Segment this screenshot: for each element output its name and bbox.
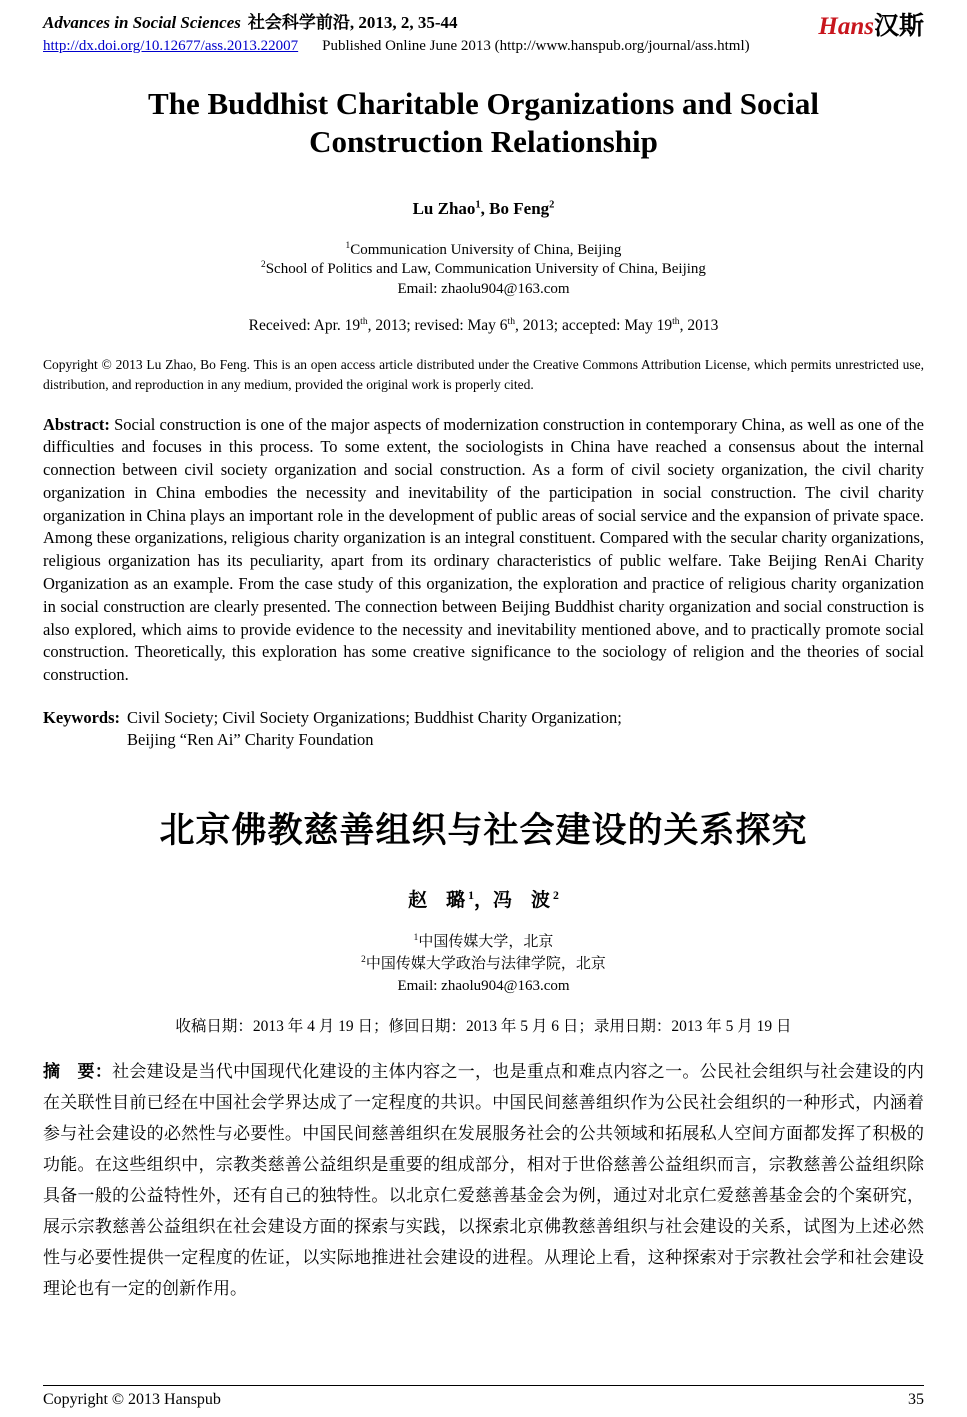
affiliation-2 xyxy=(43,260,924,280)
abstract-english xyxy=(43,414,924,687)
received-text-part: , 2013 xyxy=(679,317,719,335)
cn-affiliation-1-text: 中国传媒大学，北京 xyxy=(418,934,554,951)
ordinal-suffix: th xyxy=(507,315,516,327)
cn-abstract-label: 摘 要： xyxy=(43,1061,113,1081)
copyright-notice: Copyright © 2013 Lu Zhao, Bo Feng. This is an open access article distributed under the Creative Commons Attribution License, which permits unrestricted use, distribution, and reproduction in any medium, provided the original work is properly cited. xyxy=(43,357,924,393)
published-online-info: Published Online June 2013 (http://www.hanspub.org/journal/ass.html) xyxy=(322,38,750,54)
received-text-part: , 2013; accepted: May 19 xyxy=(515,317,673,335)
received-text-part: Received: Apr. 19 xyxy=(248,317,361,335)
author-2-name: Bo Feng xyxy=(489,198,550,218)
page-number: 35 xyxy=(908,1391,924,1408)
keywords-block xyxy=(43,707,924,752)
cn-affiliation-2-text: 中国传媒大学政治与法律学院，北京 xyxy=(365,956,606,973)
affiliation-1 xyxy=(43,241,924,261)
footer-copyright: Copyright © 2013 Hanspub xyxy=(43,1391,221,1408)
cn-affiliation-1 xyxy=(43,932,924,954)
cn-abstract-text: 社会建设是当代中国现代化建设的主体内容之一，也是重点和难点内容之一。公民社会组织与社会建设的内在关联性目前已经在中国社会学界达成了一定程度的共识。中国民间慈善组织作为公民社会组织的一种形式，内涵着参与社会建设的必然性与必要性。中国民间慈善组织在发展服务社会的公共领域和拓展私人空间方面都发挥了积极的功能。在这些组织中，宗教类慈善公益组织是重要的组成部分，相对于世俗慈善公益组织而言，宗教慈善公益组织除具备一般的公益特性外，还有自己的独特性。以北京仁爱慈善基金会为例，通过对北京仁爱慈善基金会的个案研究，展示宗教慈善公益组织在社会建设方面的探索与实践，以探索北京佛教慈善组织与社会建设的关系，试图为上述必然性与必要性提供一定程度的佐证，以实际地推进社会建设的进程。从理论上看，这种探索对于宗教社会学和社会建设理论也有一定的创新作用。 xyxy=(43,1061,925,1298)
cn-affiliation-1-marker: 1 xyxy=(413,933,419,944)
ordinal-suffix: th xyxy=(360,315,368,327)
author-1-affiliation-marker: 1 xyxy=(475,198,481,210)
abstract-label: Abstract: xyxy=(43,414,115,434)
page-header xyxy=(43,8,924,55)
page-footer xyxy=(43,1385,924,1409)
affiliations-chinese xyxy=(43,932,924,997)
authors-line-english xyxy=(43,199,924,219)
article-title-english xyxy=(43,85,924,161)
hans-publisher-logo xyxy=(818,6,924,42)
email-line-chinese: Email: zhaolu904@163.com xyxy=(397,977,570,994)
abstract-chinese xyxy=(43,1056,924,1304)
journal-info xyxy=(43,8,750,55)
hans-logo-en: Hans xyxy=(818,13,874,40)
keywords-line2: Beijing “Ren Ai” Charity Foundation xyxy=(127,730,374,750)
received-text-part: , 2013; revised: May 6 xyxy=(367,317,508,335)
cn-author-2-name: 冯 波 xyxy=(493,890,551,912)
cn-affiliation-2 xyxy=(43,954,924,976)
affiliation-1-text: Communication University of China, Beijing xyxy=(350,241,622,258)
affiliation-2-marker: 2 xyxy=(261,260,266,271)
received-dates-english xyxy=(43,317,924,335)
keywords-label: Keywords: xyxy=(43,707,120,727)
authors-line-chinese xyxy=(43,885,924,912)
journal-title-line xyxy=(43,8,750,33)
article-title-line2: Construction Relationship xyxy=(309,123,658,159)
affiliation-1-marker: 1 xyxy=(345,240,351,251)
doi-line xyxy=(43,38,750,55)
article-title-line1: The Buddhist Charitable Organizations and Social xyxy=(148,86,819,121)
article-title-chinese: 北京佛教慈善组织与社会建设的关系探究 xyxy=(159,811,808,851)
doi-link[interactable]: http://dx.doi.org/10.12677/ass.2013.22007 xyxy=(43,38,299,54)
author-2-affiliation-marker: 2 xyxy=(549,198,555,210)
abstract-text: Social construction is one of the major aspects of modernization construction in contemporary China, as well as one of the difficulties and focuses in this process. To some extent, the sociologists in China have reached a consensus about the internal connection between civil society organization and social construction. As a form of civil society organization, the civil charity organization in China embodies the necessity and inevitability of the participation in social construction. The civil charity organization in China plays an important role in the development of public areas of social service and the expansion of private space. Among these organizations, religious charity organization is an integral constituent. Compared with the secular charity organizations, religious organization has its peculiarity, apart from its ordinary characteristics of public welfare. Take Beijing RenAi Charity Organization as an example. From the case study of this organization, the exploration and practice of religious charity organization in social construction are clearly presented. The connection between Beijing Buddhist charity organization and social construction is also explored, which aims to provide evidence to the necessity and inevitability mentioned above, and to practically promote social construction. Theoretically, this exploration has some creative significance to the sociology of religion and the theories of social construction. xyxy=(43,414,924,685)
email-line-english: Email: zhaolu904@163.com xyxy=(397,280,570,297)
hans-logo-cn: 汉斯 xyxy=(873,13,924,40)
cn-affiliation-2-marker: 2 xyxy=(361,955,366,966)
affiliation-2-text: School of Politics and Law, Communication University of China, Beijing xyxy=(265,261,706,278)
keywords-line1: Civil Society; Civil Society Organizations; Buddhist Charity Organization; xyxy=(127,707,622,727)
ordinal-suffix: th xyxy=(672,315,680,327)
journal-name: Advances in Social Sciences xyxy=(43,13,241,32)
authors-separator: , xyxy=(480,198,490,218)
author-1-name: Lu Zhao xyxy=(412,198,476,218)
cn-author-2-affiliation-marker: 2 xyxy=(553,889,559,903)
affiliations-english xyxy=(43,241,924,300)
cn-author-1-name: 赵 璐 xyxy=(408,890,466,912)
cn-author-1-affiliation-marker: 1 xyxy=(468,889,474,903)
cn-authors-separator: ， xyxy=(473,890,493,912)
received-dates-chinese: 收稿日期：2013 年 4 月 19 日；修回日期：2013 年 5 月 6 日；录用日期：2013 年 5 月 19 日 xyxy=(175,1017,792,1035)
keywords-content xyxy=(127,707,622,752)
journal-issue-info: 社会科学前沿, 2013, 2, 35-44 xyxy=(247,13,458,32)
